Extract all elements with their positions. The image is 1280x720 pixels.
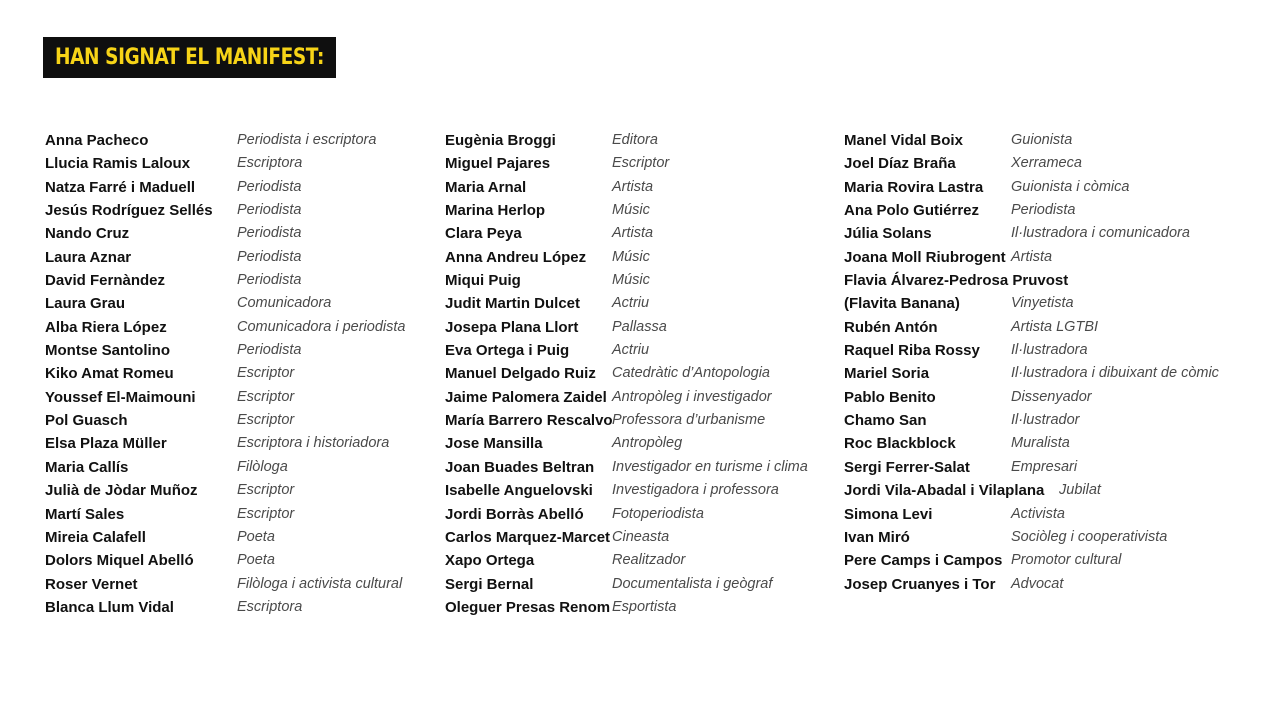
signatory-role: Periodista bbox=[237, 342, 302, 359]
signatory-role: Promotor cultural bbox=[1011, 552, 1122, 569]
signatory-name: Alba Riera López bbox=[45, 318, 167, 336]
signatory-role: Escriptora bbox=[237, 155, 303, 172]
signatory-role: Guionista i còmica bbox=[1011, 178, 1130, 195]
signatory-role: Esportista bbox=[612, 598, 677, 615]
signatory-role: Comunicadora i periodista bbox=[237, 318, 406, 335]
signatory-name: Jordi Vila-Abadal i Vilaplana bbox=[844, 482, 1045, 500]
signatory-role: Filòloga bbox=[237, 458, 288, 475]
signatory-name: Eugènia Broggi bbox=[445, 132, 556, 149]
signatory-role: Antropòleg bbox=[612, 435, 683, 452]
signatory-name: Oleguer Presas Renom bbox=[445, 598, 611, 616]
signatory-name: Elsa Plaza Müller bbox=[45, 435, 167, 453]
signatory-name: Miqui Puig bbox=[445, 272, 521, 290]
signatory-role: Sociòleg i cooperativista bbox=[1011, 528, 1168, 545]
signatory-role: Fotoperiodista bbox=[612, 505, 704, 522]
signatory-name: Isabelle Anguelovski bbox=[445, 482, 593, 500]
signatory-role: Filòloga i activista cultural bbox=[237, 575, 403, 592]
signatory-role: Escriptora bbox=[237, 598, 303, 615]
signatory-name: Roser Vernet bbox=[45, 575, 138, 593]
signatory-name: Sergi Ferrer-Salat bbox=[844, 458, 970, 476]
signatory-name: Pol Guasch bbox=[45, 412, 128, 430]
signatory-role: Antropòleg i investigador bbox=[612, 388, 772, 405]
signatory-role: Músic bbox=[612, 202, 650, 219]
signatory-role: Periodista bbox=[237, 225, 302, 242]
signatory-role: Artista LGTBI bbox=[1011, 318, 1099, 335]
signatory-role: Periodista bbox=[237, 248, 302, 265]
signatory-role: Artista bbox=[612, 178, 654, 195]
signatory-name: Joel Díaz Braña bbox=[844, 155, 956, 173]
signatory-role: Comunicadora bbox=[237, 295, 332, 312]
signatory-name: Roc Blackblock bbox=[844, 435, 956, 453]
signatory-name: Llucia Ramis Laloux bbox=[45, 155, 191, 173]
manifest-title: HAN SIGNAT EL MANIFEST: bbox=[43, 37, 336, 78]
signatory-name: Jose Mansilla bbox=[445, 435, 543, 453]
signatory-name: Marina Herlop bbox=[445, 202, 546, 220]
signatory-role: Periodista bbox=[237, 178, 302, 195]
signatory-name: (Flavita Banana) bbox=[844, 295, 960, 313]
signatory-role: Investigador en turisme i clima bbox=[612, 458, 808, 475]
signatory-role: Il·lustradora i comunicadora bbox=[1011, 225, 1190, 242]
signatory-role: Periodista i escriptora bbox=[237, 132, 377, 148]
signatory-role: Il·lustradora bbox=[1011, 342, 1088, 359]
signatory-name: Joana Moll Riubrogent bbox=[844, 248, 1006, 266]
signatory-name: Júlia Solans bbox=[844, 225, 932, 243]
signatory-name: Miguel Pajares bbox=[445, 155, 551, 173]
signatory-name: Youssef El-Maimouni bbox=[45, 388, 196, 406]
signatory-role: Escriptor bbox=[237, 388, 295, 405]
signatory-name: Nando Cruz bbox=[45, 225, 130, 243]
signatory-role: Músic bbox=[612, 248, 650, 265]
signatory-role: Investigadora i professora bbox=[612, 482, 779, 499]
signatory-name: Pablo Benito bbox=[844, 388, 936, 406]
signatory-role: Escriptor bbox=[237, 365, 295, 382]
signatory-role: Periodista bbox=[1011, 202, 1076, 219]
signatory-name: Montse Santolino bbox=[45, 342, 170, 360]
signatory-name: Maria Rovira Lastra bbox=[844, 178, 984, 196]
signatory-role: Artista bbox=[612, 225, 654, 242]
signatory-role: Dissenyador bbox=[1011, 388, 1092, 405]
signatory-role: Jubilat bbox=[1059, 482, 1101, 499]
signatory-name: Manel Vidal Boix bbox=[844, 132, 963, 149]
signatory-role: Il·lustrador bbox=[1011, 412, 1080, 429]
signatory-name: Jesús Rodríguez Sellés bbox=[45, 202, 213, 220]
signatory-name: Carlos Marquez-Marcet bbox=[445, 528, 611, 546]
signatory-name: Julià de Jòdar Muñoz bbox=[45, 482, 198, 500]
signatory-name: Natza Farré i Maduell bbox=[45, 178, 196, 196]
signatory-role: Escriptor bbox=[237, 482, 295, 499]
signatory-role: Escriptor bbox=[612, 155, 670, 172]
signatory-role: Xerrameca bbox=[1011, 155, 1082, 172]
signatory-name: Anna Pacheco bbox=[45, 132, 149, 149]
signatory-name: Pere Camps i Campos bbox=[844, 552, 1003, 570]
signatory-name: Sergi Bernal bbox=[445, 575, 534, 593]
signatory-name: Kiko Amat Romeu bbox=[45, 365, 174, 383]
signatory-role: Músic bbox=[612, 272, 650, 289]
signatory-name: Blanca Llum Vidal bbox=[45, 598, 174, 616]
signatory-role: Empresari bbox=[1011, 458, 1078, 475]
signatory-role: Editora bbox=[612, 132, 658, 148]
signatory-role: Poeta bbox=[237, 552, 275, 569]
signatory-name: Anna Andreu López bbox=[445, 248, 587, 266]
signatory-name: Josepa Plana Llort bbox=[445, 318, 579, 336]
signatory-role: Vinyetista bbox=[1011, 295, 1074, 312]
signatory-name: Clara Peya bbox=[445, 225, 522, 243]
signatory-name: Laura Grau bbox=[45, 295, 126, 313]
signatory-role: Professora d’urbanisme bbox=[612, 412, 766, 429]
signatory-name: Ana Polo Gutiérrez bbox=[844, 202, 980, 220]
signatory-name: Joan Buades Beltran bbox=[445, 458, 595, 476]
signatory-name: Dolors Miquel Abelló bbox=[45, 552, 194, 570]
signatory-name: María Barrero Rescalvo bbox=[445, 412, 613, 430]
signatory-name: Manuel Delgado Ruiz bbox=[445, 365, 596, 383]
signatory-name: Ivan Miró bbox=[844, 528, 910, 546]
signatory-role: Poeta bbox=[237, 528, 275, 545]
signatory-role: Advocat bbox=[1011, 575, 1064, 592]
signatory-name: Mireia Calafell bbox=[45, 528, 146, 546]
signatory-name: Simona Levi bbox=[844, 505, 933, 523]
signatory-name: Judit Martin Dulcet bbox=[445, 295, 581, 313]
signatory-name: Mariel Soria bbox=[844, 365, 930, 383]
signatory-role: Realitzador bbox=[612, 552, 686, 569]
signatory-name: Josep Cruanyes i Tor bbox=[844, 575, 996, 593]
signatory-role: Periodista bbox=[237, 272, 302, 289]
signatory-name: Maria Callís bbox=[45, 458, 129, 476]
signatory-role: Documentalista i geògraf bbox=[612, 575, 773, 592]
signatory-role: Muralista bbox=[1011, 435, 1070, 452]
signatory-role: Escriptor bbox=[237, 412, 295, 429]
signatory-role: Periodista bbox=[237, 202, 302, 219]
signatory-name: Eva Ortega i Puig bbox=[445, 342, 570, 360]
signatory-name: Jaime Palomera Zaidel bbox=[445, 388, 607, 406]
signatory-name: Chamo San bbox=[844, 412, 927, 430]
signatory-name: Martí Sales bbox=[45, 505, 125, 523]
signatory-role: Actriu bbox=[612, 295, 650, 312]
signatory-name: David Fernàndez bbox=[45, 272, 166, 290]
signatory-role: Escriptora i historiadora bbox=[237, 435, 390, 452]
signatory-role: Il·lustradora i dibuixant de còmic bbox=[1011, 365, 1219, 382]
signatory-name: Laura Aznar bbox=[45, 248, 132, 266]
signatory-name: Xapo Ortega bbox=[445, 552, 535, 570]
signatory-name: Raquel Riba Rossy bbox=[844, 342, 980, 360]
signatory-name: Flavia Álvarez-Pedrosa Pruvost bbox=[844, 272, 1069, 290]
signatory-role: Escriptor bbox=[237, 505, 295, 522]
signatory-name: Maria Arnal bbox=[445, 178, 527, 196]
signatory-role: Activista bbox=[1011, 505, 1065, 522]
signatory-role: Pallassa bbox=[612, 318, 667, 335]
signatory-role: Artista bbox=[1011, 248, 1053, 265]
signatory-name: Rubén Antón bbox=[844, 318, 938, 336]
signatory-name: Jordi Borràs Abelló bbox=[445, 505, 584, 523]
signatory-role: Guionista bbox=[1011, 132, 1073, 148]
signatory-role: Catedràtic d’Antopologia bbox=[612, 365, 770, 382]
signatory-role: Cineasta bbox=[612, 528, 670, 545]
signatory-role: Actriu bbox=[612, 342, 650, 359]
